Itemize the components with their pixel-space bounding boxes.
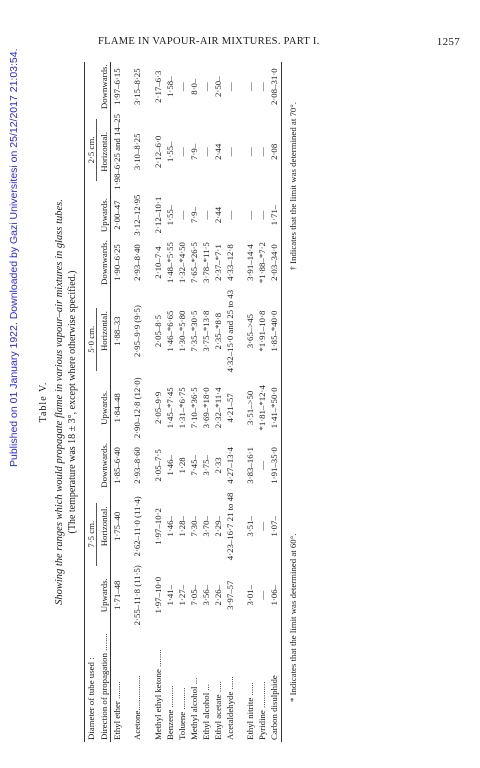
range-cell: 1·90–6·25 [112, 244, 123, 281]
direction-header: Upwards. [99, 578, 110, 613]
group-header-7-5: 7·5 cm. [85, 441, 99, 628]
range-cell: 1·46– [164, 516, 175, 537]
range-cell: 2·44 [213, 143, 224, 160]
range-cell: 3·65–>45 [245, 313, 256, 349]
substance-name: Methyl ethyl ketone ........ [152, 649, 163, 740]
group-header-2-5: 2·5 cm. [85, 62, 99, 238]
range-cell: 1·28– [176, 516, 187, 537]
range-cell: — [257, 210, 268, 220]
range-cell: 2·62–11·0 (11·4) [132, 496, 143, 557]
range-cell: 3·78–*11·5 [200, 242, 211, 283]
range-cell: 2·55–11·8 (11·5) [132, 565, 143, 626]
range-cell: 1·84–48 [112, 393, 123, 423]
substance-name: Methyl alcohol ... [188, 677, 199, 740]
range-cell: 2·05–9·9 [152, 391, 163, 424]
range-cell: — [225, 147, 236, 157]
row-spacer [144, 62, 152, 742]
range-cell: 1·30–*5·80 [176, 310, 187, 352]
range-cell: 1·97–6·15 [112, 68, 123, 106]
range-cell: 1·55– [164, 204, 175, 226]
range-cell: *1·88–*7·2 [257, 242, 268, 284]
range-cell: 3·70– [200, 516, 211, 537]
substance-name: Ethyl nitrite ...... [245, 682, 256, 740]
range-cell: 2·90–12·8 (12·0) [132, 377, 143, 439]
range-cell: — [257, 521, 268, 531]
direction-header: Downwards. [99, 64, 110, 110]
table-label: Table V. [38, 381, 49, 423]
range-cell: 4·33–12·8 [225, 244, 236, 281]
range-cell: — [225, 210, 236, 220]
range-cell: 3·83–16·1 [245, 447, 256, 484]
range-cell: 2·32–*11·4 [213, 387, 224, 429]
range-cell: 1·46–*6·65 [164, 310, 175, 352]
direction-header: Horizontal. [99, 506, 110, 547]
range-cell: 2·93–8·40 [132, 244, 143, 281]
range-cell: — [257, 460, 268, 470]
direction-header: Downwards. [99, 443, 110, 488]
range-cell: 2·08–31·0 [269, 68, 280, 106]
substance-name: Pyridine ............ [257, 681, 268, 740]
range-cell: 2·29– [213, 516, 224, 537]
row-spacer [236, 62, 244, 742]
download-watermark: Published on 01 January 1922. Downloaded by Gazi Universitesi on 25/12/2017 21:03:54. [8, 48, 20, 467]
direction-header: Horizontal. [99, 311, 110, 352]
range-cell: 1·97–10·0 [152, 576, 163, 614]
range-cell: 3·75–*13·8 [200, 310, 211, 352]
range-cell: 7·9– [188, 207, 199, 224]
range-cell: 2·95–9·9 (9·5) [132, 305, 143, 358]
range-cell: 7·65–*26·5 [188, 242, 199, 284]
table-row [224, 62, 236, 742]
range-cell: 7·10–*36·5 [188, 387, 199, 429]
rotated-table-content [36, 62, 460, 742]
range-cell: 3·56– [200, 584, 211, 606]
range-cell: 2·44 [213, 207, 224, 224]
range-cell: 1·48–*5·55 [164, 242, 175, 284]
footnote-dagger: † Indicates that the limit was determined at 70°. [287, 102, 298, 271]
range-cell: 7·9– [188, 143, 199, 160]
row-spacer [123, 62, 131, 742]
range-cell: 2·50– [213, 76, 224, 97]
range-cell: — [176, 147, 187, 157]
direction-label: Direction of propagation ........ [99, 633, 110, 740]
range-cell: 1·27– [176, 584, 187, 606]
direction-header: Horizontal. [99, 131, 110, 172]
range-cell: 7·30– [188, 516, 199, 537]
table-row [212, 62, 224, 742]
range-cell: 1·85–6·40 [112, 447, 123, 484]
temperature-note: (The temperature was 18 ± 3°, except where otherwise specified.) [66, 270, 78, 534]
table-row [268, 62, 281, 742]
range-cell: *1·91–10·8 [257, 310, 268, 352]
footnote-asterisk: * Indicates that the limit was determined at 60°. [287, 533, 298, 702]
range-cell: 2·35–*8·8 [213, 312, 224, 350]
range-cell: 1·28 [176, 457, 187, 474]
flame-range-table [84, 62, 282, 742]
range-cell: 2·33 [213, 457, 224, 474]
substance-name: Ethyl acetate ..... [213, 681, 224, 740]
range-cell: — [257, 590, 268, 600]
range-cell: 1·71– [269, 204, 280, 226]
range-cell: 4·23–16·7 21 to 48 [225, 492, 236, 561]
range-cell: 1·88–33 [112, 316, 123, 346]
range-cell: 2·05–7·5 [152, 449, 163, 482]
range-cell: — [245, 82, 256, 92]
direction-header: Upwards. [99, 198, 110, 233]
running-title: FLAME IN VAPOUR-AIR MIXTURES. PART I. [98, 36, 320, 47]
range-cell: 1·32–*4·50 [176, 242, 187, 284]
range-cell: 2·05–8·5 [152, 315, 163, 348]
range-cell: 1·91–35·0 [269, 447, 280, 484]
range-cell: 2·93–8·60 [132, 447, 143, 484]
range-cell: 2·12–10·1 [152, 196, 163, 234]
page-number: 1257 [436, 36, 460, 48]
substance-name: Benzene .......... [164, 685, 175, 740]
range-cell: 2·03–34·0 [269, 244, 280, 281]
range-cell: — [245, 147, 256, 157]
range-cell: 7·05– [188, 584, 199, 606]
range-cell: 2·12–6·0 [152, 135, 163, 168]
running-header [98, 36, 460, 50]
direction-row [98, 62, 111, 742]
range-cell: 1·41– [164, 584, 175, 606]
range-cell: 3·10–8·25 [132, 133, 143, 171]
range-cell: 1·55– [164, 141, 175, 163]
range-cell: 4·32–15·0 and 25 to 43 [225, 289, 236, 373]
range-cell: 4·27–13·4 [225, 447, 236, 484]
range-cell: 3·75– [200, 455, 211, 476]
rotated-table-region [36, 62, 460, 742]
range-cell: 2·17–6·3 [152, 70, 163, 103]
diameter-row [85, 62, 99, 742]
table-row [200, 62, 212, 742]
table-footnotes [288, 62, 298, 742]
range-cell: — [257, 82, 268, 92]
table-row [164, 62, 176, 742]
substance-name: Carbon disulphide [269, 675, 280, 740]
range-cell: *1·81–*12·4 [257, 385, 268, 431]
table-row [131, 62, 143, 742]
range-cell: 1·71–48 [112, 580, 123, 610]
range-cell: 7·45– [188, 455, 199, 476]
range-cell: 1·85–*40·0 [269, 310, 280, 352]
table-row [152, 62, 164, 742]
range-cell: 3·51– [245, 516, 256, 537]
substance-name: Acetaldehyde ...... [225, 676, 236, 740]
range-cell: 3·15–8·25 [132, 68, 143, 106]
range-cell: 1·97–10·2 [152, 508, 163, 545]
range-cell: 3·51–>50 [245, 390, 256, 425]
table-row [256, 62, 268, 742]
range-cell: 3·01– [245, 584, 256, 606]
range-cell: 1·58– [164, 76, 175, 97]
range-cell: — [200, 147, 211, 157]
diameter-label: Diameter of tube used : [86, 657, 97, 740]
range-cell: — [200, 82, 211, 92]
direction-header: Downwards. [99, 240, 110, 285]
group-header-5-0: 5·0 cm. [85, 238, 99, 441]
range-cell: 1·75–40 [112, 511, 123, 542]
substance-name: Ethyl ether ........ [112, 681, 123, 740]
range-cell: 3·97–57 [225, 580, 236, 610]
table-row [111, 62, 124, 742]
direction-header: Upwards. [99, 390, 110, 425]
range-cell: 8·0– [188, 78, 199, 95]
range-cell: 3·12–12·95 [132, 194, 143, 236]
table-row [244, 62, 256, 742]
table-row [176, 62, 188, 742]
range-cell: — [176, 82, 187, 92]
range-cell: 2·00–47 [112, 200, 123, 230]
range-cell: 1·98–6·25 and 14–25 [112, 113, 123, 190]
range-cell: — [200, 210, 211, 220]
range-cell: 2·10–7·4 [152, 246, 163, 279]
substance-name: Toluene .......... [176, 687, 187, 740]
substance-name: Ethyl alcohol ... [200, 684, 211, 740]
range-cell: 1·41–*50·0 [269, 387, 280, 429]
range-cell: 7·35–*30·5 [188, 310, 199, 352]
range-cell: 4·21–57 [225, 393, 236, 423]
range-cell: — [257, 147, 268, 157]
range-cell: 1·46– [164, 455, 175, 476]
table-row [188, 62, 200, 742]
range-cell: 1·06– [269, 584, 280, 606]
range-cell: 2·08 [269, 143, 280, 160]
range-cell: 1·07– [269, 516, 280, 537]
range-cell: 1·45–*7·45 [164, 387, 175, 429]
range-cell: — [245, 210, 256, 220]
substance-name: Acetone................ [132, 675, 143, 740]
range-cell: — [176, 210, 187, 220]
range-cell: 2·37–*7·1 [213, 244, 224, 281]
range-cell: 3·69–*18·0 [200, 387, 211, 429]
range-cell: 1·31–*6·75 [176, 387, 187, 429]
range-cell: 3·91–14·4 [245, 244, 256, 281]
table-description: Showing the ranges which would propagate flame in various vapour–air mixtures in glass tubes. [53, 199, 65, 605]
table-caption [38, 62, 78, 742]
range-cell: 2·26– [213, 584, 224, 606]
range-cell: — [225, 82, 236, 92]
